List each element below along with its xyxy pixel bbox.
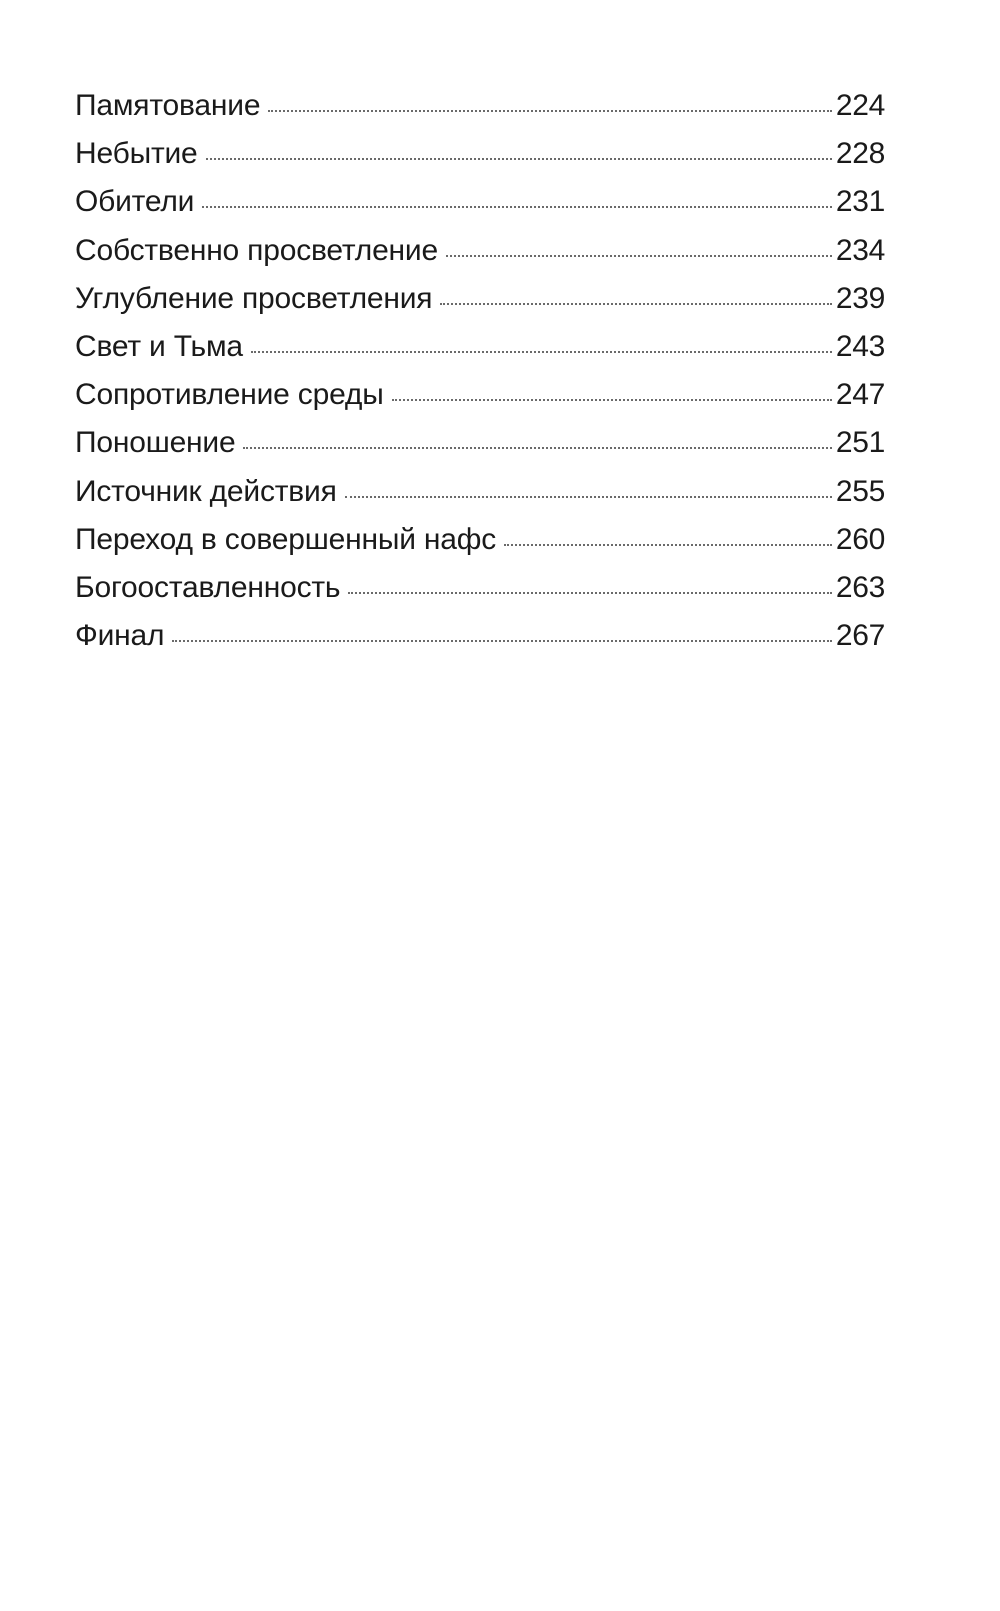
toc-entry-page: 224 xyxy=(835,89,885,122)
toc-dot-leader xyxy=(345,496,832,498)
toc-entry-title: Углубление просветления xyxy=(75,281,433,315)
toc-entry-title: Небытие xyxy=(75,137,198,171)
toc-entry-page: 231 xyxy=(835,185,885,219)
toc-dot-leader xyxy=(440,303,831,305)
toc-dot-leader xyxy=(392,399,832,401)
toc-dot-leader xyxy=(172,640,832,642)
toc-entry-page: 251 xyxy=(835,426,885,460)
toc-entry xyxy=(75,375,885,423)
toc-entry-title: Собственно просветление xyxy=(75,233,438,267)
toc-entry-page: 243 xyxy=(835,329,885,363)
toc-entry xyxy=(75,182,885,230)
toc-entry-title: Обители xyxy=(75,185,195,219)
toc-dot-leader xyxy=(348,592,832,594)
toc-dot-leader xyxy=(202,206,832,208)
toc-dot-leader xyxy=(268,110,832,112)
toc-dot-leader xyxy=(251,351,832,353)
toc-entry xyxy=(75,616,885,664)
toc-entry-title: Сопротивление среды xyxy=(75,378,384,412)
toc-entry xyxy=(75,472,885,520)
toc-entry xyxy=(75,231,885,279)
toc-entry-page: 239 xyxy=(835,281,885,315)
toc-dot-leader xyxy=(504,544,832,546)
toc-entry xyxy=(75,568,885,616)
toc-dot-leader xyxy=(206,158,832,160)
toc-entry-page: 267 xyxy=(835,619,885,653)
toc-entry xyxy=(75,423,885,471)
toc-entry-title: Финал xyxy=(75,619,165,653)
toc-entry xyxy=(75,134,885,182)
toc-entry-page: 234 xyxy=(835,233,885,267)
toc-entry-page: 263 xyxy=(835,570,885,604)
toc-entry-page: 247 xyxy=(835,378,885,412)
toc-entry-title: Свет и Тьма xyxy=(75,329,243,363)
toc-entry-title: Памятование xyxy=(75,89,261,122)
toc-entry-title: Источник действия xyxy=(75,474,337,508)
toc-dot-leader xyxy=(446,255,832,257)
toc-entry xyxy=(75,86,885,134)
toc-entry-page: 260 xyxy=(835,522,885,556)
toc-entry-page: 228 xyxy=(835,137,885,171)
toc-entry-page: 255 xyxy=(835,474,885,508)
toc-entry xyxy=(75,520,885,568)
toc-entry xyxy=(75,327,885,375)
toc-entry-title: Поношение xyxy=(75,426,236,460)
toc-entry-title: Богооставленность xyxy=(75,570,341,604)
toc-entry-title: Переход в совершенный нафс xyxy=(75,522,497,556)
table-of-contents xyxy=(75,86,885,664)
toc-entry xyxy=(75,279,885,327)
toc-dot-leader xyxy=(243,447,831,449)
